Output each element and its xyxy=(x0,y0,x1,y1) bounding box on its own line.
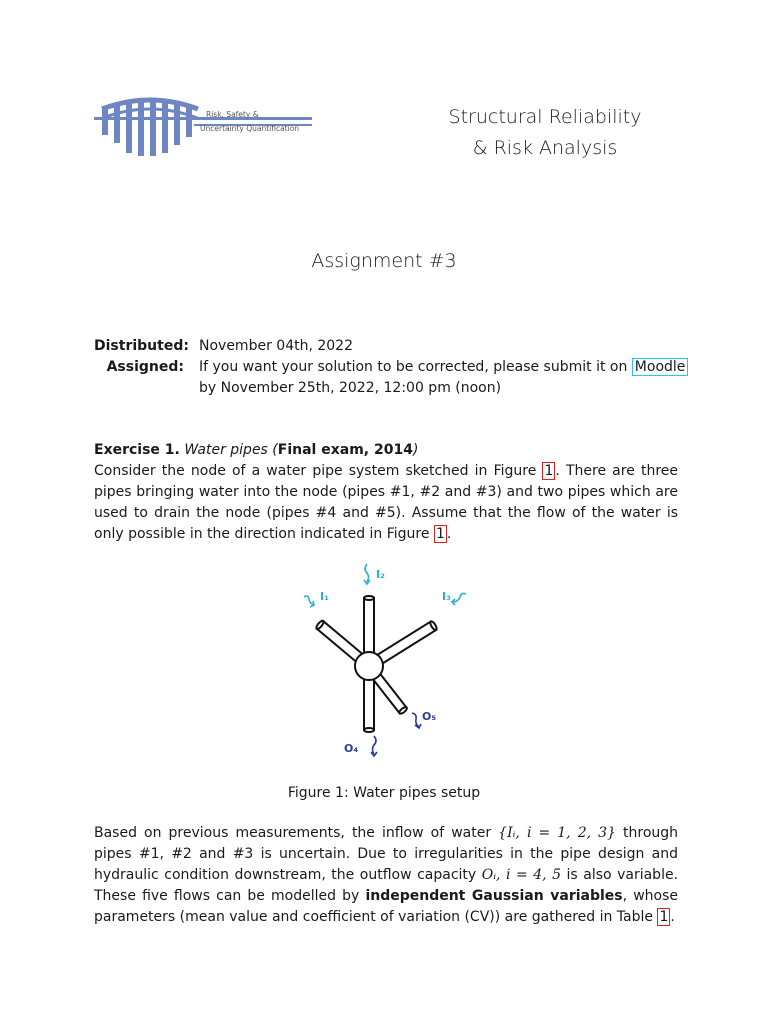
para2-c: is also variable. These five flows can be modelled by xyxy=(94,867,679,904)
para2-a: Based on previous measurements, the inflow of water xyxy=(94,825,492,841)
exercise-p1-b: . There are three pipes bringing water into the node (pipes #1, #2 and #3) and two pipes which are used to drain the node (pipes #4 and #5). Assume that the flow of the water is only possible in the direction indicated in Figure xyxy=(94,463,678,542)
exercise-1 xyxy=(94,440,678,545)
course-title-line-1: Structural Reliability xyxy=(448,106,642,128)
pipe-4-end xyxy=(364,728,374,732)
logo-text-1: Risk, Safety & xyxy=(206,110,259,119)
assigned-deadline: by November 25th, 2022, 12:00 pm (noon) xyxy=(199,380,502,396)
figure-ref-link-2[interactable]: 1 xyxy=(435,526,445,542)
exercise-paragraph xyxy=(94,461,678,545)
flows-paragraph xyxy=(94,823,678,928)
distributed-label: Distributed: xyxy=(94,338,189,354)
moodle-link[interactable]: Moodle xyxy=(632,358,689,376)
flows-paragraph-text xyxy=(94,823,678,928)
exercise-p1-c: . xyxy=(446,526,452,542)
exercise-p1-a: Consider the node of a water pipe system sketched in Figure xyxy=(94,463,537,479)
figure-ref-link[interactable]: 1 xyxy=(544,463,554,479)
label-i2: I₂ xyxy=(376,568,385,581)
table-ref-link[interactable]: 1 xyxy=(659,909,669,925)
pipe-node xyxy=(355,652,383,680)
distributed-value: November 04th, 2022 xyxy=(199,338,353,354)
arrow-i2 xyxy=(365,564,369,582)
label-i1: I₁ xyxy=(320,590,329,603)
exercise-source: Final exam, 2014 xyxy=(277,442,413,458)
pipe-4 xyxy=(364,676,374,730)
assigned-value-text: If you want your solution to be corrected, please submit it on xyxy=(199,359,628,375)
course-title-line-2: & Risk Analysis xyxy=(472,137,618,159)
assigned-label: Assigned: xyxy=(106,359,184,375)
logo-text-2: Uncertainty Quantification xyxy=(200,124,300,133)
exercise-label: Exercise 1. xyxy=(94,442,180,458)
para2-d: , whose parameters (mean value and coefficient of variation (CV)) are gathered in Table xyxy=(94,888,678,925)
exercise-title-close: ) xyxy=(412,442,419,458)
arrow-i3 xyxy=(453,593,466,602)
gaussian-bold: independent Gaussian variables xyxy=(365,888,623,904)
assigned-row xyxy=(94,357,694,399)
label-o5: O₅ xyxy=(422,710,437,723)
distributed-row xyxy=(94,336,694,357)
assigned-value xyxy=(199,357,694,399)
water-pipes-diagram xyxy=(290,558,480,768)
meta-block xyxy=(94,336,694,399)
exercise-title: Water pipes ( xyxy=(184,442,278,458)
para2-e: . xyxy=(670,909,675,925)
rsuq-logo-graphic xyxy=(94,97,312,157)
pipe-2 xyxy=(364,598,374,660)
figure-caption: Figure 1: Water pipes setup xyxy=(287,785,481,801)
course-title xyxy=(440,102,650,164)
para2-b: through pipes #1, #2 and #3 is uncertain. Due to irregularities in the pipe design and hydraulic condition downstream, the outflow capacity xyxy=(94,825,679,883)
label-o4: O₄ xyxy=(344,742,359,755)
inflow-set-math: {Iᵢ, i = 1, 2, 3} xyxy=(498,825,616,841)
label-i3: I₃ xyxy=(442,590,451,603)
rsuq-logo xyxy=(94,97,312,157)
arrow-o4 xyxy=(373,736,377,754)
pipe-2-end xyxy=(364,596,374,600)
arrow-i1 xyxy=(304,596,314,605)
water-pipes-figure xyxy=(290,558,480,768)
assignment-title: Assignment #3 xyxy=(311,250,457,272)
outflow-math: Oᵢ, i = 4, 5 xyxy=(481,867,562,883)
exercise-heading xyxy=(94,440,678,461)
